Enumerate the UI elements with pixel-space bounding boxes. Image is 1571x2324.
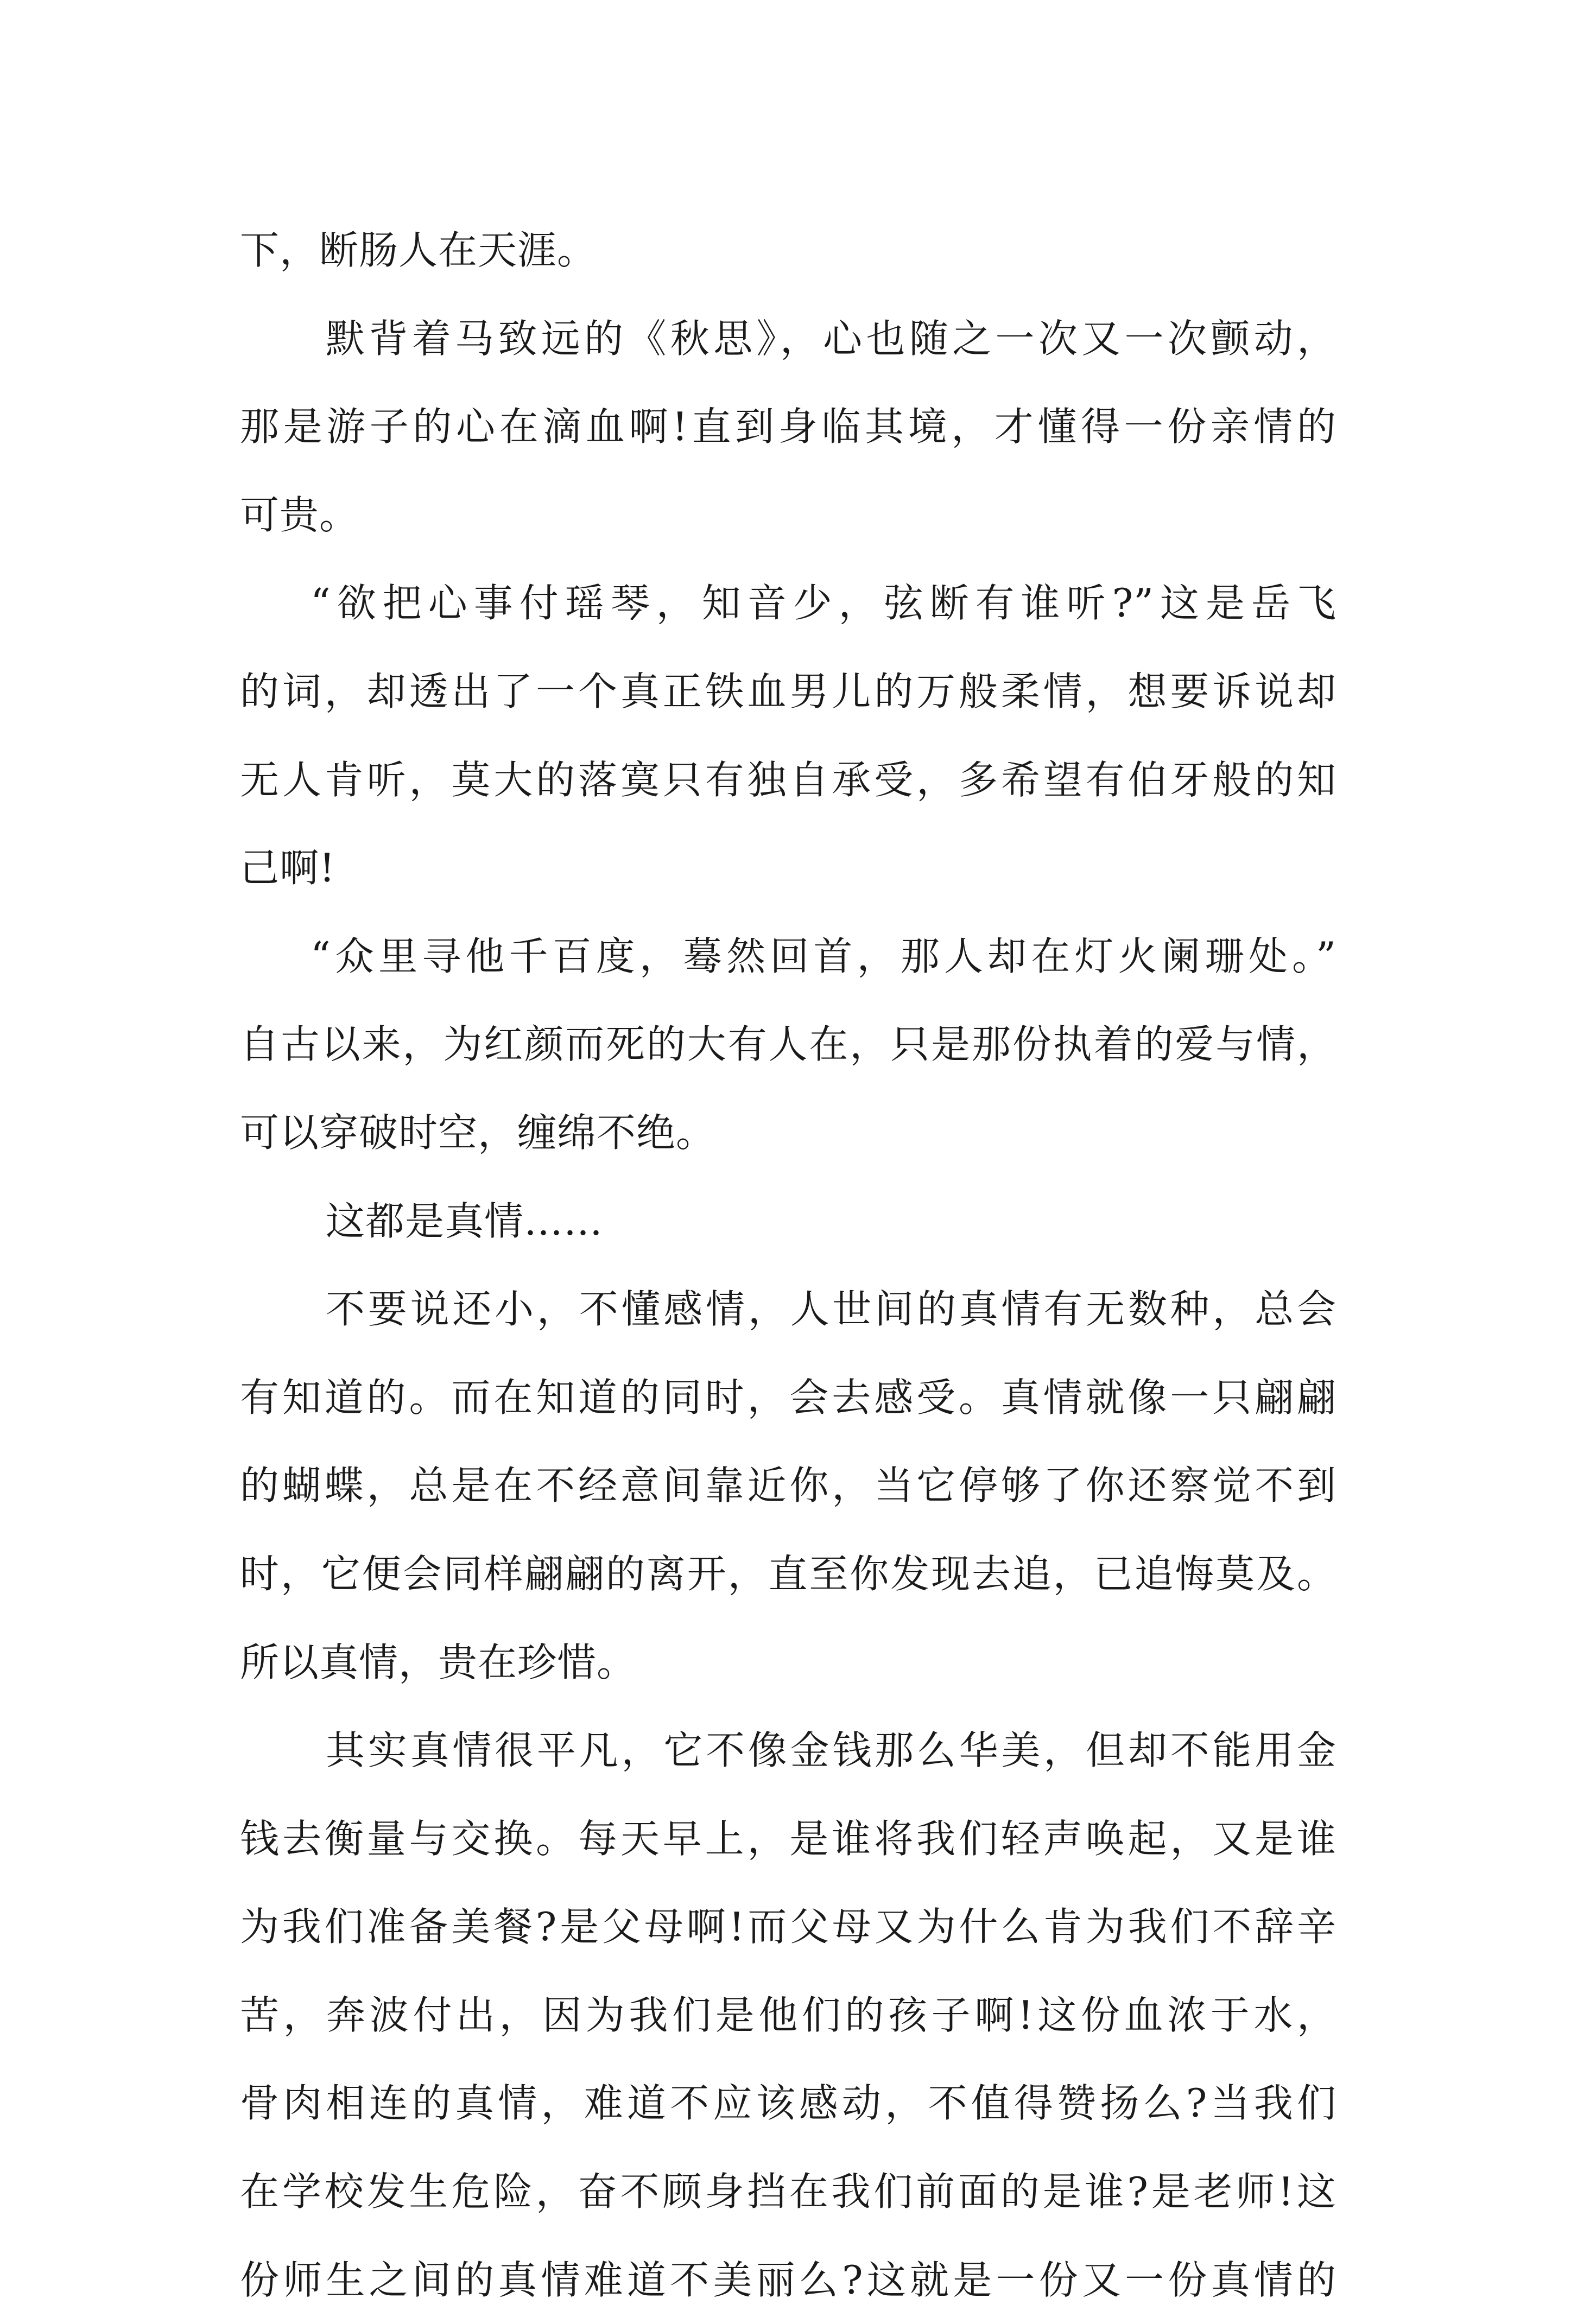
text-line: 苦，奔波付出，因为我们是他们的孩子啊!这份血浓于水， xyxy=(240,1992,1336,2038)
text-line: 其实真情很平凡，它不像金钱那么华美，但却不能用金 xyxy=(326,1728,1336,1774)
text-line: “欲把心事付瑶琴，知音少，弦断有谁听?”这是岳飞 xyxy=(311,580,1336,626)
text-line: 可以穿破时空，缠绵不绝。 xyxy=(240,1109,716,1155)
text-line: 时，它便会同样翩翩的离开，直至你发现去追，已追悔莫及。 xyxy=(240,1551,1336,1597)
text-line: 有知道的。而在知道的同时，会去感受。真情就像一只翩翩 xyxy=(240,1374,1336,1420)
text-line: 默背着马致远的《秋思》，心也随之一次又一次颤动， xyxy=(326,315,1336,361)
text-line: 这都是真情…… xyxy=(326,1198,604,1244)
text-line: 可贵。 xyxy=(240,492,359,538)
text-line: 无人肯听，莫大的落寞只有独自承受，多希望有伯牙般的知 xyxy=(240,757,1336,803)
essay-body xyxy=(240,206,1336,2324)
text-line: 不要说还小，不懂感情，人世间的真情有无数种，总会 xyxy=(326,1286,1336,1332)
text-line: 骨肉相连的真情，难道不应该感动，不值得赞扬么?当我们 xyxy=(240,2080,1336,2126)
text-line: 自古以来，为红颜而死的大有人在，只是那份执着的爱与情， xyxy=(240,1021,1336,1068)
text-line: 在学校发生危险，奋不顾身挡在我们前面的是谁?是老师!这 xyxy=(240,2169,1336,2215)
text-line: 钱去衡量与交换。每天早上，是谁将我们轻声唤起，又是谁 xyxy=(240,1815,1336,1862)
text-line: 那是游子的心在滴血啊!直到身临其境，才懂得一份亲情的 xyxy=(240,404,1336,450)
text-line: 所以真情，贵在珍惜。 xyxy=(240,1639,637,1685)
text-line: 的词，却透出了一个真正铁血男儿的万般柔情，想要诉说却 xyxy=(240,668,1336,714)
text-line: 的蝴蝶，总是在不经意间靠近你，当它停够了你还察觉不到 xyxy=(240,1463,1336,1509)
text-line: 下，断肠人在天涯。 xyxy=(240,227,597,273)
text-line: “众里寻他千百度，蓦然回首，那人却在灯火阑珊处。” xyxy=(311,933,1336,979)
text-line: 份师生之间的真情难道不美丽么?这就是一份又一份真情的 xyxy=(240,2257,1336,2303)
text-line: 己啊! xyxy=(240,845,335,891)
text-line: 为我们准备美餐?是父母啊!而父母又为什么肯为我们不辞辛 xyxy=(240,1904,1336,1950)
